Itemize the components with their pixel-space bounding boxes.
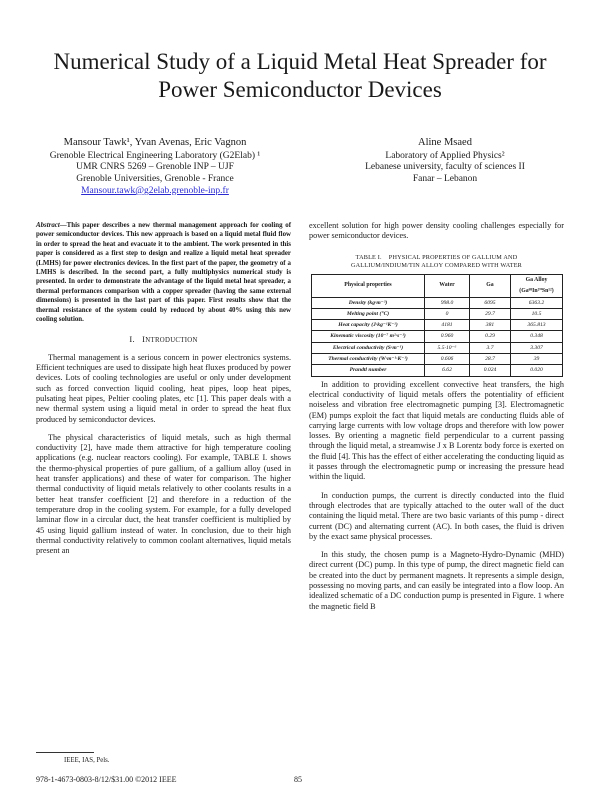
left-column (36, 221, 291, 556)
section-title-initial: I (142, 334, 146, 345)
title-line-1: Numerical Study of a Liquid Metal Heat Spreader for (53, 49, 547, 74)
table-cell: 3.307 (511, 342, 563, 353)
table-caption-line-1: PHYSICAL PROPERTIES OF GALLIUM AND (388, 253, 518, 261)
table-cell: 3.7 (470, 342, 511, 353)
table-row (312, 342, 563, 353)
table-label: TABLE I. (355, 253, 382, 261)
table-cell: Kinematic viscosity (10⁻⁷ m²·s⁻¹) (312, 331, 425, 342)
table-cell: 28.7 (470, 354, 511, 365)
author-block-right (330, 137, 560, 186)
table-row (312, 297, 563, 308)
table-caption (309, 254, 564, 270)
table-header-cell: Physical properties (312, 274, 425, 297)
table-cell: 10.5 (511, 308, 563, 319)
intro-paragraph: The physical characteristics of liquid metals, such as high thermal conductivity [2], have made them attractive for high temperature cooling applications (e.g. nuclear reactors cooling). For example, TABLE I. shows the thermo-physical properties of pure gallium, of a gallium alloy (used in heat transfer applications) and these of water for comparison. The higher thermal conductivity of liquid metals relatively to other coolants results in a better heat transfer coefficient [2] and therefore in a reduction of the temperature drop in the cooling system. For example, for a fully developed laminar flow in a circular duct, the heat transfer coefficient is multiplied by 45 using liquid gallium instead of water. In conclusion, due to their high thermal conductivity relatively to common coolant alternatives, liquid metals present an (36, 432, 291, 556)
table-cell: 365.813 (511, 320, 563, 331)
body-paragraph-continued: excellent solution for high power density cooling challenges especially for power semiconductor devices. (309, 221, 564, 241)
table-cell: Density (kg·m⁻³) (312, 297, 425, 308)
table-row (312, 354, 563, 365)
author-block-left (40, 137, 270, 198)
section-number: I. (129, 334, 135, 345)
author-affiliation-line: Fanar – Lebanon (412, 174, 478, 185)
table-cell: 0.020 (511, 365, 563, 376)
table-cell: Melting point (°C) (312, 308, 425, 319)
author-affiliation-line: UMR CNRS 5269 – Grenoble INP – UJF (76, 162, 234, 173)
table-cell: 4181 (425, 320, 470, 331)
table-cell: 29.7 (470, 308, 511, 319)
table-row (312, 320, 563, 331)
copyright-line: 978-1-4673-0803-8/12/$31.00 ©2012 IEEE (36, 775, 177, 784)
abstract (36, 221, 291, 324)
author-affiliation-line: Laboratory of Applied Physics² (385, 150, 505, 161)
table-cell: 0 (425, 308, 470, 319)
author-names-right: Aline Msaed (418, 137, 472, 148)
table-cell: Thermal conductivity (W·m⁻¹·K⁻¹) (312, 354, 425, 365)
properties-table (311, 274, 563, 377)
footnote: IEEE, IAS, Pels. (64, 757, 110, 764)
table-row (312, 308, 563, 319)
table-cell: 39 (511, 354, 563, 365)
table-cell: 6.62 (425, 365, 470, 376)
author-affiliation-line: Grenoble Electrical Engineering Laboratory (G2Elab) ¹ (49, 150, 261, 161)
author-email-link[interactable]: Mansour.tawk@g2elab.grenoble-inp.fr (81, 185, 229, 196)
author-names-left: Mansour Tawk¹, Yvan Avenas, Eric Vagnon (63, 137, 247, 148)
table-row (312, 365, 563, 376)
table-cell: 6095 (470, 297, 511, 308)
body-paragraph: In addition to providing excellent convective heat transfers, the high electrical conductivity of liquid metals offers the potentiality of efficient noiseless and vibration free electromagnetic pumping [3]. Electromagnetic (EM) pumps exploit the fact that liquid metals are conducting fluids able of carrying large currents with low voltage drops and therefore with low power losses. By orienting a magnetic field perpendicular to a current passing through the liquid metal, a streamwise J x B Lorentz body force is exerted on the fluid [4]. This has the effect of either accelerating the conducting liquid as it passes through the electromagnetic pump or increasing the pressure head within the liquid. (309, 379, 564, 482)
table-header-cell: Ga Alloy (Ga⁶⁸In²⁰Sn¹²) (511, 274, 563, 297)
table-cell: Electrical conductivity (S·m⁻¹) (312, 342, 425, 353)
table-cell: 0.960 (425, 331, 470, 342)
author-affiliation-line: Lebanese university, faculty of sciences II (365, 162, 525, 173)
intro-paragraph: Thermal management is a serious concern in power electronics systems. Efficient techniques are used to dissipate high heat fluxes produced by power devices. Lots of cooling technologies are useful or only under development such as forced convection liquid cooling, heat pipes, loop heat pipes, pulsating heat pipes, Peltier cooling plates, etc [1]. This paper deals with a new thermal system using a liquid metal in order to spread the heat flux produced by semiconductor devices. (36, 352, 291, 424)
table-cell: 998.0 (425, 297, 470, 308)
table-cell: Heat capacity (J·kg⁻¹K⁻¹) (312, 320, 425, 331)
table-row (312, 331, 563, 342)
table-cell: 5.5·10⁻⁶ (425, 342, 470, 353)
footnote-divider (36, 752, 94, 753)
table-cell: 0.024 (470, 365, 511, 376)
body-paragraph: In conduction pumps, the current is directly conducted into the fluid through electrodes that are typically attached to the outer wall of the duct containing the liquid metal. There are two basic variants of this pump - direct current (DC) and alternating current (AC). In both cases, the fluid is driven by the exact same physical processes. (309, 490, 564, 541)
table-header-cell: Ga (470, 274, 511, 297)
page-number: 85 (294, 775, 302, 784)
right-column (309, 221, 564, 612)
section-title-rest: NTRODUCTION (145, 337, 198, 345)
author-affiliation-line: Grenoble Universities, Grenoble - France (76, 174, 234, 185)
paper-title (20, 48, 580, 104)
body-paragraph: In this study, the chosen pump is a Magneto-Hydro-Dynamic (MHD) direct current (DC) pump. In this type of pump, the direct magnetic field can be created into the duct by permanent magnets. It represents a simple design, possessing no moving parts, and can easily be integrated into a flow loop. An idealized schematic of a DC conduction pump is presented in Figure. 1 where the magnetic field B (309, 550, 564, 611)
abstract-label: Abstract (36, 222, 60, 229)
table-caption-line-2: GALLIUM/INDIUM/TIN ALLOY COMPARED WITH WATER (350, 261, 523, 269)
table-cell: 0.606 (425, 354, 470, 365)
table-header-row (312, 274, 563, 297)
table-cell: 6363.2 (511, 297, 563, 308)
abstract-text: —This paper describes a new thermal management approach for cooling of power semiconductor devices. This new approach is based on a liquid metal fluid flow in order to spread the heat and evacuate it to the ambient. The work presented in this paper is considered as a first step to design and realize a liquid metal heat spreader (LMHS) for power electronics devices. In the first part of the paper, the geometry of a LMHS is described. In the second part, a fully multiphysics numerical study is presented. In order to demonstrate the advantage of the liquid metal heat spreader, a thermal performances comparison with a copper spreader (having the same external dimensions) is presented in the last part of this paper. First results show that the thermal resistance of the system could by reduced by about 40% using this new cooling solution. (36, 222, 291, 324)
table-cell: 0.348 (511, 331, 563, 342)
title-line-2: Power Semiconductor Devices (158, 77, 442, 102)
table-cell: Prandtl number (312, 365, 425, 376)
table-cell: 0.29 (470, 331, 511, 342)
table-cell: 381 (470, 320, 511, 331)
section-heading-introduction (36, 334, 291, 346)
table-header-cell: Water (425, 274, 470, 297)
